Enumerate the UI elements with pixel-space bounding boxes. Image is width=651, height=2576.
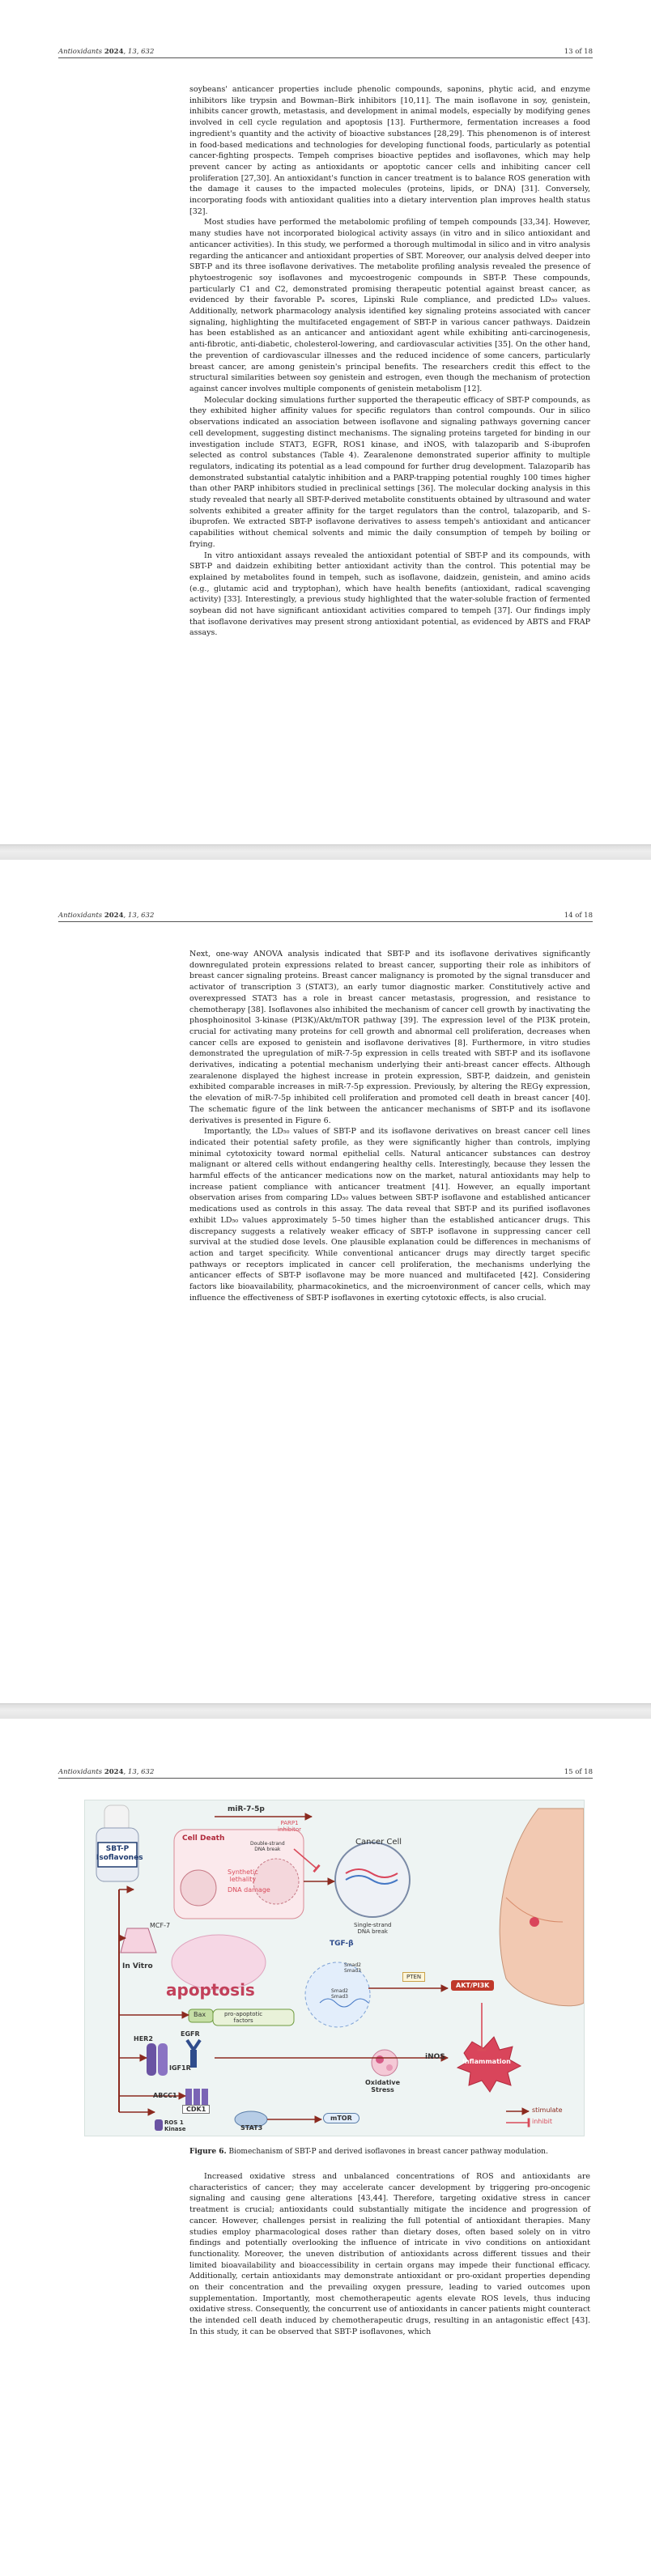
cancer-cell-icon (335, 1843, 410, 1917)
page-number: 14 of 18 (564, 912, 593, 920)
oxidative-stress-icon (372, 2050, 398, 2076)
page-separator (0, 1703, 651, 1719)
ros1-kinase-icon (155, 2119, 163, 2131)
bax-label: Bax (194, 2011, 206, 2018)
smad-label-b: Smad2 Smad3 (331, 1988, 348, 2000)
page-header (58, 1765, 593, 1779)
paragraph: In vitro antioxidant assays revealed the antioxidant potential of SBT-P and its compounds, with SBT-P and daidzein exhibiting better antioxidant activity than the control. This potential may be explained by metabolites found in tempeh, such as isoflavone, daidzein, genistein, and amino acids (e.g., glutamic acid and tryptophan), which have health benefits (antioxidant, radical scavenging activity) [33]. Interestingly, a previous study highlighted that the water-soluble fraction of fermented soybean did not have significant antioxidant activities compared to tempeh [37]. Our findings imply that isoflavone derivatives may present strong antioxidant potential, as evidenced by ABTS and FRAP assays. (189, 550, 590, 638)
akt-pi3k-label: AKT/PI3K (451, 1980, 494, 1991)
tgfb-label: TGF-β (330, 1940, 354, 1948)
body-text (189, 84, 590, 639)
pdf-page-13 (0, 0, 651, 844)
body-text (189, 949, 590, 1304)
pdf-page-14 (0, 860, 651, 1703)
smad-label-a: Smad2 Smad3 (344, 1962, 361, 1974)
cdk1-label: CDK1 (182, 2105, 210, 2114)
in-vitro-label: In Vitro (122, 1962, 153, 1970)
pro-apoptotic-label: pro-apoptotic factors (224, 2011, 263, 2024)
apoptosis-label: apoptosis (166, 1980, 255, 2000)
paragraph: Increased oxidative stress and unbalanced concentrations of ROS and antioxidants are characteristics of cancer; they may accelerate cancer development by triggering pro-oncogenic signaling and causing gene alterations [43,44]. Therefore, targeting oxidative stress in cancer treatment is crucial; antioxidants could substantially mitigate the incidence and progression of cancer. However, challenges persist in realizing the full potential of antioxidant therapies. Many studies employ pharmacological doses rather than dietary doses, often based solely on in vitro findings and potentially overlooking the influence of intricate in vivo conditions on antioxidant functionality. Moreover, the uneven distribution of antioxidants across different tissues and their limited bioavailability and bioaccessibility in certain organs may impede their functional efficacy. Additionally, certain antioxidants may demonstrate antioxidant or pro-oxidant properties depending on their concentration and the prevailing oxygen pressure, leading to varied outcomes upon supplementation. Importantly, most chemotherapeutic agents elevate ROS levels, thus inducing oxidative stress. Consequently, the concurrent use of antioxidants in cancer patients might counteract the intended cell death induced by chemotherapeutic drugs, resulting in an antagonistic effect [43]. In this study, it can be observed that SBT-P isoflavones, which (189, 2172, 590, 2336)
parp1-inhibitor-label: PARP1 inhibitor (278, 1820, 302, 1833)
caption-text: Biomechanism of SBT-P and derived isoflavones in breast cancer pathway modulation. (226, 2148, 548, 2156)
figure-6 (84, 1800, 585, 2136)
journal-citation: Antioxidants 2024, 13, 632 (58, 1768, 155, 1776)
abcc1-transporter-icon (185, 2089, 208, 2105)
page-header (58, 45, 593, 58)
her2-label: HER2 (134, 2035, 153, 2043)
mechanism-diagram (85, 1800, 584, 2136)
mcf7-label: MCF-7 (150, 1922, 171, 1929)
egfr-receptor-icon (187, 2040, 200, 2068)
breast-tissue-illustration (500, 1809, 584, 2006)
figure-caption (189, 2147, 590, 2157)
page-number: 15 of 18 (564, 1768, 593, 1776)
body-text (189, 2171, 590, 2338)
stat3-label: STAT3 (240, 2124, 263, 2132)
figure-legend (506, 2111, 529, 2123)
mtor-label: mTOR (323, 2113, 360, 2123)
inos-label: iNOS (425, 2053, 445, 2061)
double-strand-label: Double-strand DNA break (250, 1841, 285, 1852)
synthetic-lethality-label: Synthetic lethality (228, 1868, 258, 1883)
paragraph: Molecular docking simulations further supported the therapeutic efficacy of SBT-P compounds, as they exhibited higher affinity values for specific regulators than control compounds. Our in silico observations indicated an association between isoflavone and signaling pathways governing cancer cell development, suggesting distinct mechanisms. The signaling proteins targeted for binding in our investigation include STAT3, EGFR, ROS1 kinase, and iNOS, with talazoparib and S-ibuprofen selected as control substances (Table 4). Zearalenone demonstrated superior affinity to multiple regulators, indicating its potential as a lead compound for further drug development. Talazoparib has demonstrated substantial catalytic inhibition and a PARP-trapping potential roughly 100 times higher than other PARP inhibitors studied in preclinical settings [36]. The molecular docking analysis in this study revealed that nearly all SBT-P-derived metabolite constituents obtained by ultrasound and water solvents exhibited a greater affinity for the target regulators than the control, talazoparib, and S-ibuprofen. We extracted SBT-P isoflavone derivatives to assess tempeh's antioxidant and anticancer capabilities without chemical solvents and mimic the daily consumption of tempeh by boiling or frying. (189, 395, 590, 549)
journal-citation: Antioxidants 2024, 13, 632 (58, 48, 155, 56)
legend-stimulate-label: stimulate (532, 2106, 563, 2114)
legend-inhibit-label: inhibit (532, 2118, 553, 2125)
inflammation-label: Inflammation (462, 2058, 511, 2065)
her2-receptor-icon (147, 2043, 168, 2076)
ros1-kinase-label: ROS 1 Kinase (164, 2119, 186, 2132)
paragraph: Importantly, the LD₅₀ values of SBT-P and its isoflavone derivatives on breast cancer cell lines indicated their potential safety profile, as they were significantly higher than controls, implying minimal cytotoxicity toward normal epithelial cells. Natural anticancer substances can destroy malignant or altered cells without endangering healthy cells. Interestingly, because they lessen the harmful effects of the anticancer medications now on the market, natural antioxidants may help to increase patient compliance with anticancer treatment [41]. However, an equally important observation arises from comparing LD₅₀ values between SBT-P isoflavone and established anticancer medications used as controls in this assay. The data reveal that SBT-P and its purified isoflavones exhibit LD₅₀ values approximately 5–50 times higher than the established anticancer drugs. This discrepancy suggests a relatively weaker efficacy of SBT-P isoflavone in suppressing cancer cell survival at the studied dose levels. One plausible explanation could be differences in mechanisms of action and target specificity. While conventional anticancer drugs may directly target specific pathways or receptors implicated in cancer cell proliferation, the mechanisms underlying the anticancer effects of SBT-P isoflavone may be more nuanced and multifaceted [42]. Considering factors like bioavailability, pharmacokinetics, and the microenvironment of cancer cells, which may influence the effectiveness of SBT-P isoflavones in exerting cytotoxic effects, is also crucial. (189, 1127, 590, 1303)
single-strand-label: Single-strand DNA break (354, 1922, 392, 1935)
egfr-label: EGFR (181, 2030, 200, 2038)
oxidative-stress-label: Oxidative Stress (365, 2079, 401, 2094)
cell-death-label: Cell Death (182, 1834, 225, 1843)
paragraph: Next, one-way ANOVA analysis indicated that SBT-P and its isoflavone derivatives significantly downregulated protein expressions related to breast cancer, supporting their role as inhibitors of breast cancer signaling proteins. Breast cancer malignancy is promoted by the signal transducer and activator of transcription 3 (STAT3), an early tumor diagnostic marker. Constitutively active and overexpressed STAT3 has a role in breast cancer metastasis, progression, and resistance to chemotherapy [38]. Isoflavones also inhibited the mechanism of cancer cell growth by inactivating the phosphoinositol 3-kinase (PI3K)/Akt/mTOR pathway [39]. The expression level of the PI3K protein, crucial for activating many proteins for cell growth and abnormal cell proliferation, decreases when cancer cells are exposed to genistein and isoflavone derivatives [8]. Furthermore, in vitro studies demonstrated the upregulation of miR-7-5p expression in cells treated with SBT-P and its isoflavone derivatives, indicating a potential mechanism underlying their anti-breast cancer effects. Although zearalenone displayed the highest increase in protein expression, SBT-P, daidzein, and genistein exhibited comparable increases in miR-7-5p expression. Previously, by altering the REGγ expression, the elevation of miR-7-5p inhibited cell proliferation and promoted cell death in breast cancer [40]. The schematic figure of the link between the anticancer mechanisms of SBT-P and its isoflavone derivatives is presented in Figure 6. (189, 950, 590, 1125)
pten-label: PTEN (402, 1972, 425, 1982)
igf1r-label: IGF1R (169, 2064, 191, 2072)
sbtp-bottle-label: SBT-P Isoflavones (96, 1845, 143, 1862)
paragraph: soybeans' anticancer properties include phenolic compounds, saponins, phytic acid, and enzyme inhibitors like trypsin and Bowman–Birk inhibitors [10,11]. The main isoflavone in soy, genistein, inhibits cancer growth, metastasis, and development in animal models, especially by modifying genes involved in cell cycle regulation and apoptosis [13]. Furthermore, fermentation increases a food ingredient's quantity and the activity of bioactive substances [28,29]. This phenomenon is of interest in food-based medications and technologies for developing functional foods, particularly as potential cancer-fighting prospects. Tempeh comprises bioactive peptides and isoflavones, which may help prevent cancer by acting as antioxidants or apoptotic cancer cells and inhibiting cancer cell proliferation [27,30]. An antioxidant's function in cancer treatment is to balance ROS generation with the damage it causes to the impacted molecules (proteins, lipids, or DNA) [31]. Conversely, incorporating foods with antioxidant qualities into a dietary intervention plan improves health status [32]. (189, 85, 590, 216)
dna-damage-label: DNA damage (228, 1886, 270, 1894)
paragraph: Most studies have performed the metabolomic profiling of tempeh compounds [33,34]. However, many studies have not incorporated biological activity assays (in vitro and in silico antioxidant and anticancer activities). In this study, we performed a thorough multimodal in silico and in vitro analysis regarding the anticancer and antioxidant properties of SBT. Moreover, our analysis delved deeper into SBT-P and its three isoflavone derivatives. The metabolite profiling analysis revealed the presence of phytoestrogenic soy isoflavones and mycoestrogenic compounds in SBT-P. These compounds, particularly C1 and C2, demonstrated promising therapeutic potential against breast cancer, as evidenced by their favorable Pₐ scores, Lipinski Rule compliance, and predicted LD₅₀ values. Additionally, network pharmacology analysis identified key signaling proteins associated with cancer signaling, highlighting the multifaceted engagement of SBT-P in various cancer pathways. Daidzein has been established as an anticancer and antioxidant agent while exhibiting anti-carcinogenesis, anti-fibrotic, anti-diabetic, cholesterol-lowering, and cardiovascular activities [35]. On the other hand, the prevention of cardiovascular illnesses and the reduced incidence of some cancers, particularly breast cancer, are among genistein's principal benefits. The researchers credit this effect to the structural similarities between soy genistein and estrogen, even though the mechanism of protection against cancer involves multiple components of genistein metabolism [12]. (189, 218, 590, 393)
cancer-cell-label: Cancer Cell (355, 1838, 402, 1847)
mcf7-flask-icon (121, 1928, 156, 1953)
abcc1-label: ABCC1 (153, 2092, 177, 2099)
page-header (58, 908, 593, 922)
page-number: 13 of 18 (564, 48, 593, 56)
mir-7-5p-label: miR-7-5p (228, 1805, 265, 1813)
soybean-bottle-icon (96, 1805, 143, 1881)
page-separator (0, 844, 651, 861)
caption-label: Figure 6. (189, 2148, 227, 2156)
journal-citation: Antioxidants 2024, 13, 632 (58, 912, 155, 920)
